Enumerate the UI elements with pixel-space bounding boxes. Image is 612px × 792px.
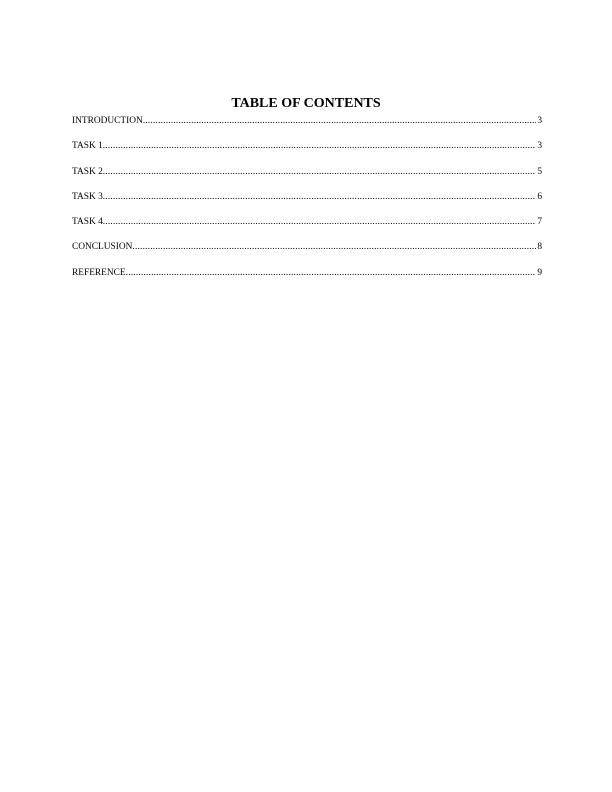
toc-entry-label: INTRODUCTION [72,116,143,126]
toc-entry-task-3[interactable] [72,190,542,215]
toc-entry-page-number: 3 [537,141,542,152]
toc-dot-leader [126,266,537,280]
toc-title: TABLE OF CONTENTS [231,96,381,111]
toc-list [72,114,542,291]
toc-entry-conclusion[interactable] [72,240,542,265]
toc-entry-task-2[interactable] [72,165,542,190]
toc-entry-page-number: 3 [537,116,542,126]
toc-entry-page-number: 7 [537,217,542,228]
toc-dot-leader [132,240,536,254]
toc-dot-leader [143,114,536,128]
toc-entry-reference[interactable] [72,266,542,291]
toc-entry-label: TASK 3 [72,191,103,202]
toc-entry-label: CONCLUSION [72,242,133,253]
toc-dot-leader [103,190,537,204]
toc-entry-label: TASK 2 [72,166,103,177]
toc-entry-task-1[interactable] [72,139,542,164]
toc-dot-leader [103,165,537,179]
toc-entry-label: TASK 4 [72,217,103,228]
toc-entry-task-4[interactable] [72,215,542,240]
toc-dot-leader [103,215,537,229]
toc-entry-introduction[interactable] [72,114,542,139]
toc-entry-page-number: 9 [537,267,542,278]
toc-entry-label: REFERENCE [72,267,126,278]
toc-entry-page-number: 6 [537,191,542,202]
toc-entry-page-number: 8 [537,242,542,253]
toc-entry-label: TASK 1 [72,141,103,152]
toc-entry-page-number: 5 [537,166,542,177]
toc-dot-leader [103,139,537,153]
